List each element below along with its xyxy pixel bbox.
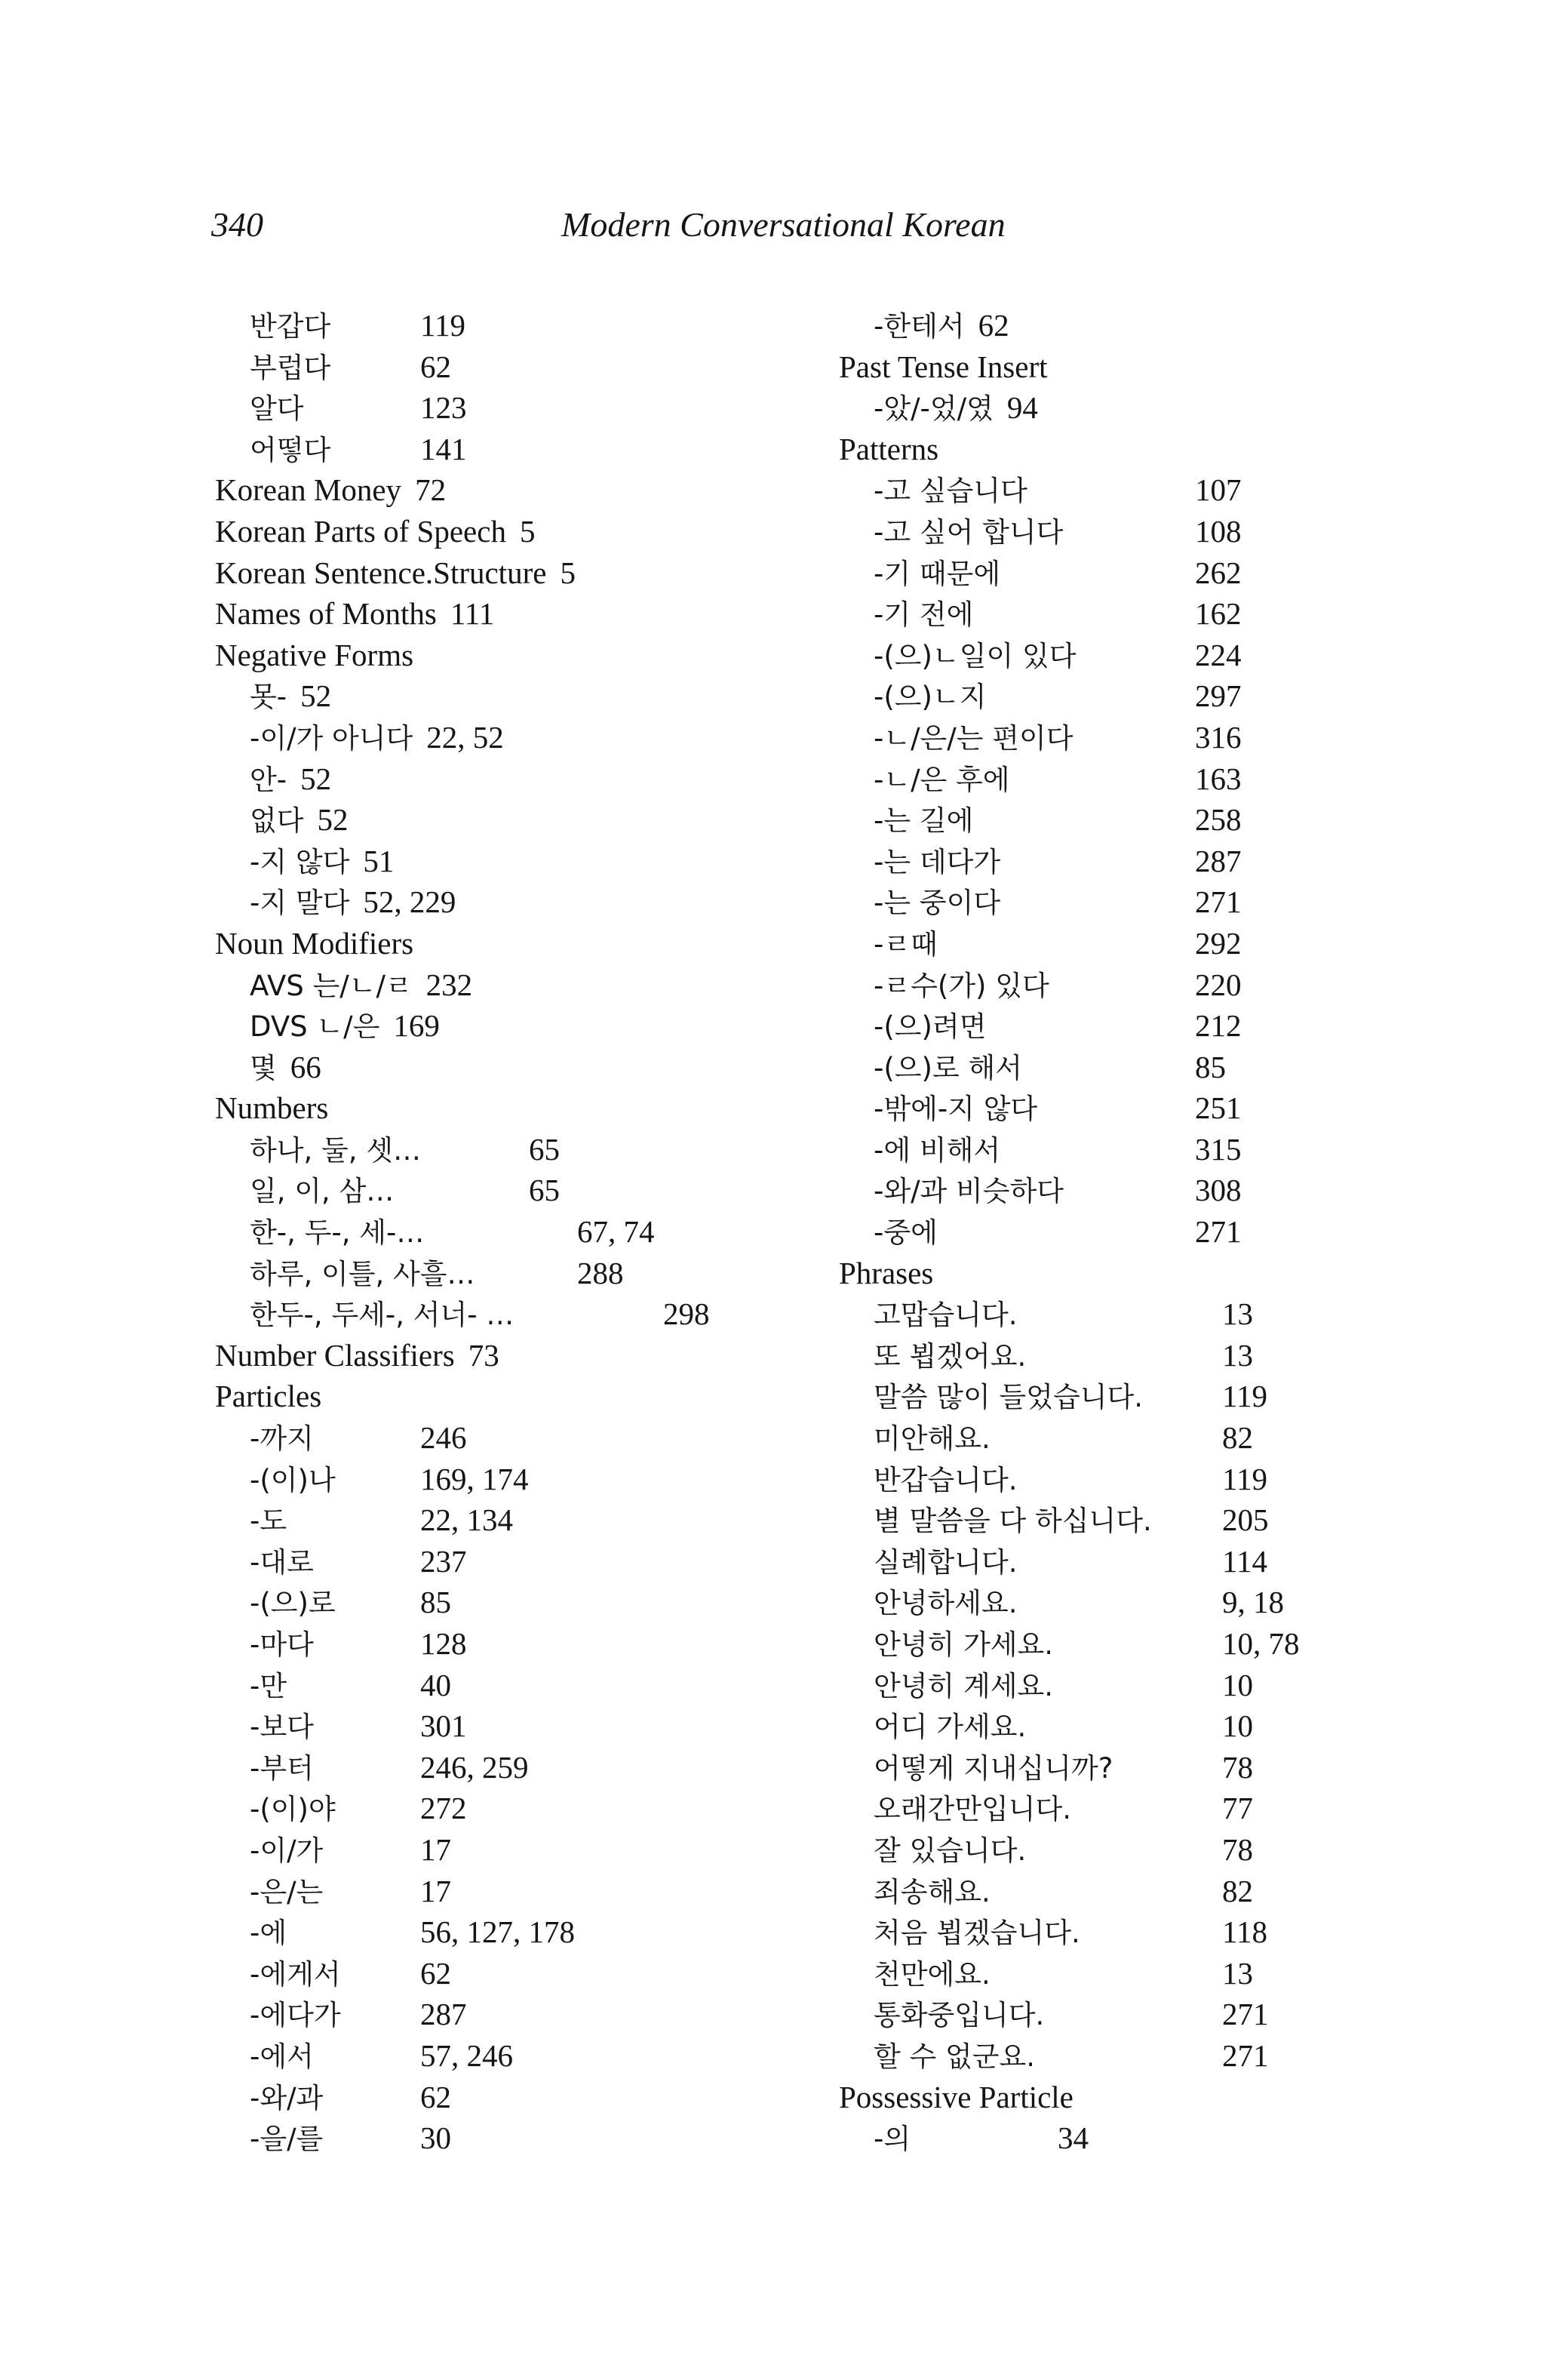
index-term: -이/가 아니다 bbox=[250, 721, 413, 755]
index-entry bbox=[839, 1911, 1367, 1953]
index-term: 처음 뵙겠습니다. bbox=[874, 1917, 1080, 1950]
index-entry bbox=[839, 1829, 1367, 1871]
index-entry bbox=[839, 1499, 1367, 1541]
index-term: 실례합니다. bbox=[874, 1545, 1018, 1579]
index-entry bbox=[839, 1994, 1367, 2035]
index-entry bbox=[215, 552, 743, 594]
index-term: -와/과 bbox=[250, 2081, 324, 2114]
index-entry bbox=[215, 387, 743, 429]
index-entry bbox=[215, 469, 743, 511]
index-entry bbox=[215, 1417, 743, 1459]
index-term: -에 bbox=[250, 1917, 287, 1950]
page-reference: 85 bbox=[1195, 1049, 1226, 1084]
index-entry bbox=[215, 1911, 743, 1953]
index-entry bbox=[839, 1541, 1367, 1582]
index-entry bbox=[839, 2117, 1367, 2159]
page-reference: 34 bbox=[1058, 2120, 1089, 2156]
index-term: -(이)야 bbox=[250, 1793, 336, 1826]
page-reference: 315 bbox=[1195, 1131, 1242, 1167]
index-term: -ㄴ/은/는 편이다 bbox=[874, 721, 1074, 755]
page-reference: 82 bbox=[1222, 1873, 1253, 1908]
index-term: 반갑다 bbox=[250, 310, 331, 343]
index-term: -는 데다가 bbox=[874, 845, 1001, 878]
index-term: 죄송해요. bbox=[874, 1875, 991, 1908]
page-reference: 10 bbox=[1222, 1667, 1253, 1702]
index-entry bbox=[215, 1087, 743, 1129]
index-term: 어떻게 지내십니까? bbox=[874, 1751, 1113, 1785]
page-reference: 51 bbox=[363, 843, 395, 878]
index-term: Noun Modifiers bbox=[215, 925, 414, 961]
index-term: Patterns bbox=[839, 431, 939, 466]
index-term: -마다 bbox=[250, 1628, 314, 1661]
index-term: -았/-었/였 bbox=[874, 392, 994, 426]
page-reference: 10, 78 bbox=[1222, 1626, 1300, 1661]
page-header bbox=[211, 202, 1026, 248]
index-term: -ㄹ수(가) 있다 bbox=[874, 969, 1049, 1002]
index-entry bbox=[839, 1005, 1367, 1047]
index-term: 한-, 두-, 세-… bbox=[250, 1216, 425, 1250]
index-entry bbox=[839, 1623, 1367, 1665]
page-reference: 13 bbox=[1222, 1955, 1253, 1991]
index-term: 못- bbox=[250, 681, 287, 714]
index-entry bbox=[839, 964, 1367, 1006]
page-reference: 292 bbox=[1195, 925, 1242, 961]
index-term: 오래간만입니다. bbox=[874, 1793, 1071, 1826]
page-reference: 237 bbox=[420, 1543, 467, 1579]
page-reference: 232 bbox=[425, 967, 473, 1002]
index-entry bbox=[215, 1459, 743, 1500]
page-reference: 111 bbox=[450, 596, 495, 632]
index-entry bbox=[215, 1335, 743, 1376]
index-entry bbox=[215, 1665, 743, 1706]
page-reference: 288 bbox=[577, 1255, 624, 1290]
page-reference: 262 bbox=[1195, 555, 1242, 590]
index-term: -에게서 bbox=[250, 1957, 341, 1991]
index-term: -ㄴ/은 후에 bbox=[874, 763, 1010, 796]
index-entry bbox=[215, 1747, 743, 1788]
page-reference: 271 bbox=[1195, 1214, 1242, 1250]
index-term: -지 말다 bbox=[250, 887, 350, 920]
index-term: 별 말씀을 다 하십니다. bbox=[874, 1505, 1152, 1538]
page-reference: 10 bbox=[1222, 1708, 1253, 1744]
index-entry bbox=[839, 675, 1367, 717]
index-term: -대로 bbox=[250, 1545, 314, 1579]
page-reference: 17 bbox=[420, 1831, 451, 1867]
page-reference: 258 bbox=[1195, 802, 1242, 838]
page-reference: 220 bbox=[1195, 967, 1242, 1002]
index-entry bbox=[839, 635, 1367, 676]
index-entry bbox=[839, 1871, 1367, 1912]
page-reference: 5 bbox=[560, 555, 576, 590]
index-term: AVS 는/ㄴ/ㄹ bbox=[250, 969, 413, 1002]
index-entry bbox=[215, 1253, 743, 1294]
index-entry bbox=[839, 923, 1367, 964]
index-entry bbox=[215, 1871, 743, 1912]
index-term: -(이)나 bbox=[250, 1463, 336, 1496]
page-reference: 22, 52 bbox=[426, 719, 504, 755]
index-term: -(으)로 해서 bbox=[874, 1051, 1022, 1084]
index-term: 통화중입니다. bbox=[874, 1999, 1045, 2032]
index-term: -ㄹ때 bbox=[874, 927, 938, 961]
index-entry bbox=[839, 429, 1367, 470]
page-reference: 271 bbox=[1222, 2037, 1269, 2073]
page-reference: 13 bbox=[1222, 1296, 1253, 1332]
index-term: 미안해요. bbox=[874, 1422, 991, 1456]
page-reference: 82 bbox=[1222, 1420, 1253, 1456]
index-entry bbox=[215, 2077, 743, 2118]
index-term: 어디 가세요. bbox=[874, 1711, 1027, 1744]
index-entry bbox=[839, 717, 1367, 758]
index-column-right bbox=[839, 305, 1367, 2159]
index-term: 한두-, 두세-, 서너- … bbox=[250, 1299, 514, 1332]
index-entry bbox=[215, 635, 743, 676]
index-column-left bbox=[215, 305, 743, 2159]
page-number: 340 bbox=[211, 205, 263, 244]
index-term: -고 싶습니다 bbox=[874, 475, 1027, 508]
index-term: -기 전에 bbox=[874, 598, 974, 632]
page-reference: 297 bbox=[1195, 678, 1242, 714]
index-entry bbox=[215, 799, 743, 841]
index-entry bbox=[215, 2035, 743, 2077]
index-entry bbox=[839, 1211, 1367, 1253]
index-term: -(으)로 bbox=[250, 1587, 336, 1620]
page-reference: 73 bbox=[468, 1337, 499, 1373]
page-reference: 272 bbox=[420, 1791, 467, 1826]
page-reference: 298 bbox=[663, 1296, 710, 1332]
index-term: Particles bbox=[215, 1379, 322, 1414]
page-reference: 65 bbox=[529, 1173, 560, 1208]
index-term: -밖에-지 않다 bbox=[874, 1093, 1038, 1126]
index-entry bbox=[839, 1087, 1367, 1129]
index-term: DVS ㄴ/은 bbox=[250, 1010, 380, 1044]
page-reference: 52 bbox=[317, 802, 349, 838]
page-reference: 316 bbox=[1195, 719, 1242, 755]
index-term: Korean Sentence.Structure bbox=[215, 555, 547, 590]
page-reference: 52 bbox=[300, 678, 332, 714]
index-entry bbox=[839, 758, 1367, 800]
page-reference: 65 bbox=[529, 1131, 560, 1167]
page-reference: 141 bbox=[420, 431, 467, 466]
page-reference: 119 bbox=[1222, 1379, 1267, 1414]
page-reference: 66 bbox=[290, 1049, 321, 1084]
index-term: -보다 bbox=[250, 1711, 314, 1744]
page-reference: 287 bbox=[420, 1997, 467, 2032]
index-entry bbox=[839, 1047, 1367, 1088]
page-reference: 22, 134 bbox=[420, 1502, 513, 1538]
page-reference: 57, 246 bbox=[420, 2037, 513, 2073]
index-entry bbox=[839, 552, 1367, 594]
page-reference: 128 bbox=[420, 1626, 467, 1661]
index-term: -한테서 bbox=[874, 310, 965, 343]
index-entry bbox=[215, 923, 743, 964]
index-entry bbox=[839, 1253, 1367, 1294]
running-title: Modern Conversational Korean bbox=[561, 205, 1006, 244]
index-entry bbox=[215, 1829, 743, 1871]
index-entry bbox=[215, 1953, 743, 1994]
index-entry bbox=[215, 717, 743, 758]
page-reference: 62 bbox=[420, 2079, 451, 2114]
index-term: -에 비해서 bbox=[874, 1133, 1001, 1167]
index-term: Numbers bbox=[215, 1090, 329, 1126]
index-term: -지 않다 bbox=[250, 845, 350, 878]
index-term: -(으)ㄴ지 bbox=[874, 681, 987, 714]
index-term: -부터 bbox=[250, 1751, 314, 1785]
page-reference: 56, 127, 178 bbox=[420, 1914, 575, 1950]
index-term: -의 bbox=[874, 2123, 911, 2156]
index-term: 반갑습니다. bbox=[874, 1463, 1018, 1496]
page-reference: 94 bbox=[1006, 390, 1038, 426]
page-reference: 67, 74 bbox=[577, 1214, 655, 1250]
page-reference: 118 bbox=[1222, 1914, 1267, 1950]
index-term: -는 중이다 bbox=[874, 887, 1001, 920]
index-term: 잘 있습니다. bbox=[874, 1834, 1027, 1867]
index-term: -중에 bbox=[874, 1216, 938, 1250]
index-entry bbox=[839, 1335, 1367, 1376]
index-entry bbox=[215, 1293, 743, 1335]
index-term: Names of Months bbox=[215, 596, 437, 632]
index-term: Possessive Particle bbox=[839, 2079, 1074, 2114]
page-reference: 52, 229 bbox=[363, 884, 456, 920]
index-entry bbox=[839, 841, 1367, 882]
index-entry bbox=[839, 1665, 1367, 1706]
index-term: -는 길에 bbox=[874, 804, 974, 838]
index-term: 알다 bbox=[250, 392, 304, 426]
page-reference: 119 bbox=[420, 308, 465, 343]
index-term: 안- bbox=[250, 763, 287, 796]
index-term: -에서 bbox=[250, 2040, 314, 2073]
page-reference: 224 bbox=[1195, 637, 1242, 672]
index-term: 말씀 많이 들었습니다. bbox=[874, 1381, 1143, 1414]
index-entry bbox=[215, 1129, 743, 1170]
index-entry bbox=[839, 593, 1367, 635]
index-term: 없다 bbox=[250, 804, 304, 838]
index-entry bbox=[215, 1376, 743, 1417]
index-entry bbox=[215, 1705, 743, 1747]
index-term: -을/를 bbox=[250, 2123, 324, 2156]
index-entry bbox=[215, 511, 743, 552]
index-entry bbox=[839, 1417, 1367, 1459]
index-term: -기 때문에 bbox=[874, 557, 1001, 590]
page-reference: 301 bbox=[420, 1708, 467, 1744]
page-reference: 251 bbox=[1195, 1090, 1242, 1126]
index-entry bbox=[215, 1623, 743, 1665]
index-entry bbox=[839, 2077, 1367, 2118]
index-entry bbox=[839, 1293, 1367, 1335]
index-term: 하나, 둘, 셋… bbox=[250, 1133, 422, 1167]
page-reference: 169 bbox=[393, 1008, 440, 1044]
index-term: -(으)려면 bbox=[874, 1010, 987, 1044]
index-entry bbox=[839, 511, 1367, 552]
page-reference: 62 bbox=[978, 308, 1009, 343]
page-reference: 107 bbox=[1195, 472, 1242, 508]
index-term: Korean Parts of Speech bbox=[215, 513, 506, 549]
index-entry bbox=[215, 1499, 743, 1541]
page-reference: 72 bbox=[415, 472, 447, 508]
index-entry bbox=[215, 1047, 743, 1088]
index-entry bbox=[215, 2117, 743, 2159]
index-entry bbox=[839, 1170, 1367, 1211]
page-reference: 163 bbox=[1195, 761, 1242, 796]
page-reference: 212 bbox=[1195, 1008, 1242, 1044]
page-reference: 9, 18 bbox=[1222, 1585, 1284, 1620]
index-entry bbox=[839, 305, 1367, 346]
index-term: Number Classifiers bbox=[215, 1337, 455, 1373]
index-term: 천만에요. bbox=[874, 1957, 991, 1991]
index-term: -은/는 bbox=[250, 1875, 324, 1908]
index-term: -도 bbox=[250, 1505, 287, 1538]
page-reference: 271 bbox=[1222, 1997, 1269, 2032]
index-term: -에다가 bbox=[250, 1999, 341, 2032]
page-reference: 114 bbox=[1222, 1543, 1267, 1579]
page-reference: 52 bbox=[300, 761, 332, 796]
index-term: 안녕히 계세요. bbox=[874, 1669, 1053, 1702]
index-term: 하루, 이틀, 사흘… bbox=[250, 1257, 475, 1290]
index-entry bbox=[839, 1376, 1367, 1417]
index-term: Phrases bbox=[839, 1255, 934, 1290]
index-entry bbox=[215, 758, 743, 800]
index-term: 할 수 없군요. bbox=[874, 2040, 1035, 2073]
index-entry bbox=[215, 1994, 743, 2035]
page-reference: 205 bbox=[1222, 1502, 1269, 1538]
page-reference: 169, 174 bbox=[420, 1461, 529, 1496]
index-entry bbox=[839, 799, 1367, 841]
index-entry bbox=[839, 1953, 1367, 1994]
index-term: 안녕하세요. bbox=[874, 1587, 1018, 1620]
index-term: -와/과 비슷하다 bbox=[874, 1175, 1064, 1208]
index-term: 몇 bbox=[250, 1051, 277, 1084]
index-term: 또 뵙겠어요. bbox=[874, 1339, 1027, 1373]
index-term: 일, 이, 삼… bbox=[250, 1175, 395, 1208]
index-entry bbox=[839, 1788, 1367, 1829]
index-entry bbox=[839, 469, 1367, 511]
index-term: 어떻다 bbox=[250, 433, 331, 466]
page-reference: 62 bbox=[420, 349, 451, 384]
page-reference: 287 bbox=[1195, 843, 1242, 878]
page-reference: 17 bbox=[420, 1873, 451, 1908]
page-reference: 162 bbox=[1195, 596, 1242, 632]
page-reference: 40 bbox=[420, 1667, 451, 1702]
index-entry bbox=[839, 346, 1367, 388]
index-term: Korean Money bbox=[215, 472, 402, 508]
page-reference: 271 bbox=[1195, 884, 1242, 920]
page-reference: 308 bbox=[1195, 1173, 1242, 1208]
index-entry bbox=[215, 346, 743, 388]
index-entry bbox=[215, 593, 743, 635]
index-entry bbox=[839, 387, 1367, 429]
page-reference: 108 bbox=[1195, 513, 1242, 549]
index-entry bbox=[215, 1582, 743, 1623]
index-term: 부럽다 bbox=[250, 351, 331, 384]
index-term: Negative Forms bbox=[215, 637, 414, 672]
index-entry bbox=[839, 2035, 1367, 2077]
index-term: -(으)ㄴ일이 있다 bbox=[874, 639, 1077, 672]
index-entry bbox=[839, 1129, 1367, 1170]
page-reference: 123 bbox=[420, 390, 467, 426]
page-reference: 78 bbox=[1222, 1749, 1253, 1785]
page-reference: 77 bbox=[1222, 1791, 1253, 1826]
page-reference: 246 bbox=[420, 1420, 467, 1456]
index-term: -이/가 bbox=[250, 1834, 324, 1867]
index-entry bbox=[215, 305, 743, 346]
index-entry bbox=[215, 1788, 743, 1829]
page-reference: 13 bbox=[1222, 1337, 1253, 1373]
page-reference: 246, 259 bbox=[420, 1749, 529, 1785]
index-entry bbox=[839, 881, 1367, 923]
page-reference: 62 bbox=[420, 1955, 451, 1991]
index-entry bbox=[215, 429, 743, 470]
index-entry bbox=[215, 1170, 743, 1211]
index-term: -까지 bbox=[250, 1422, 314, 1456]
index-entry bbox=[839, 1747, 1367, 1788]
page-reference: 85 bbox=[420, 1585, 451, 1620]
index-term: -만 bbox=[250, 1669, 287, 1702]
index-term: Past Tense Insert bbox=[839, 349, 1048, 384]
index-term: -고 싶어 합니다 bbox=[874, 515, 1064, 549]
index-term: 고맙습니다. bbox=[874, 1299, 1018, 1332]
page-reference: 78 bbox=[1222, 1831, 1253, 1867]
index-term: 안녕히 가세요. bbox=[874, 1628, 1053, 1661]
index-entry bbox=[215, 675, 743, 717]
index-entry bbox=[215, 1005, 743, 1047]
index-entry bbox=[839, 1582, 1367, 1623]
index-entry bbox=[839, 1459, 1367, 1500]
page-reference: 5 bbox=[519, 513, 536, 549]
index-entry bbox=[215, 841, 743, 882]
page-reference: 30 bbox=[420, 2120, 451, 2156]
index-entry bbox=[215, 1541, 743, 1582]
index-entry bbox=[215, 964, 743, 1006]
page-reference: 119 bbox=[1222, 1461, 1267, 1496]
index-entry bbox=[215, 1211, 743, 1253]
index-entry bbox=[215, 881, 743, 923]
index-entry bbox=[839, 1705, 1367, 1747]
